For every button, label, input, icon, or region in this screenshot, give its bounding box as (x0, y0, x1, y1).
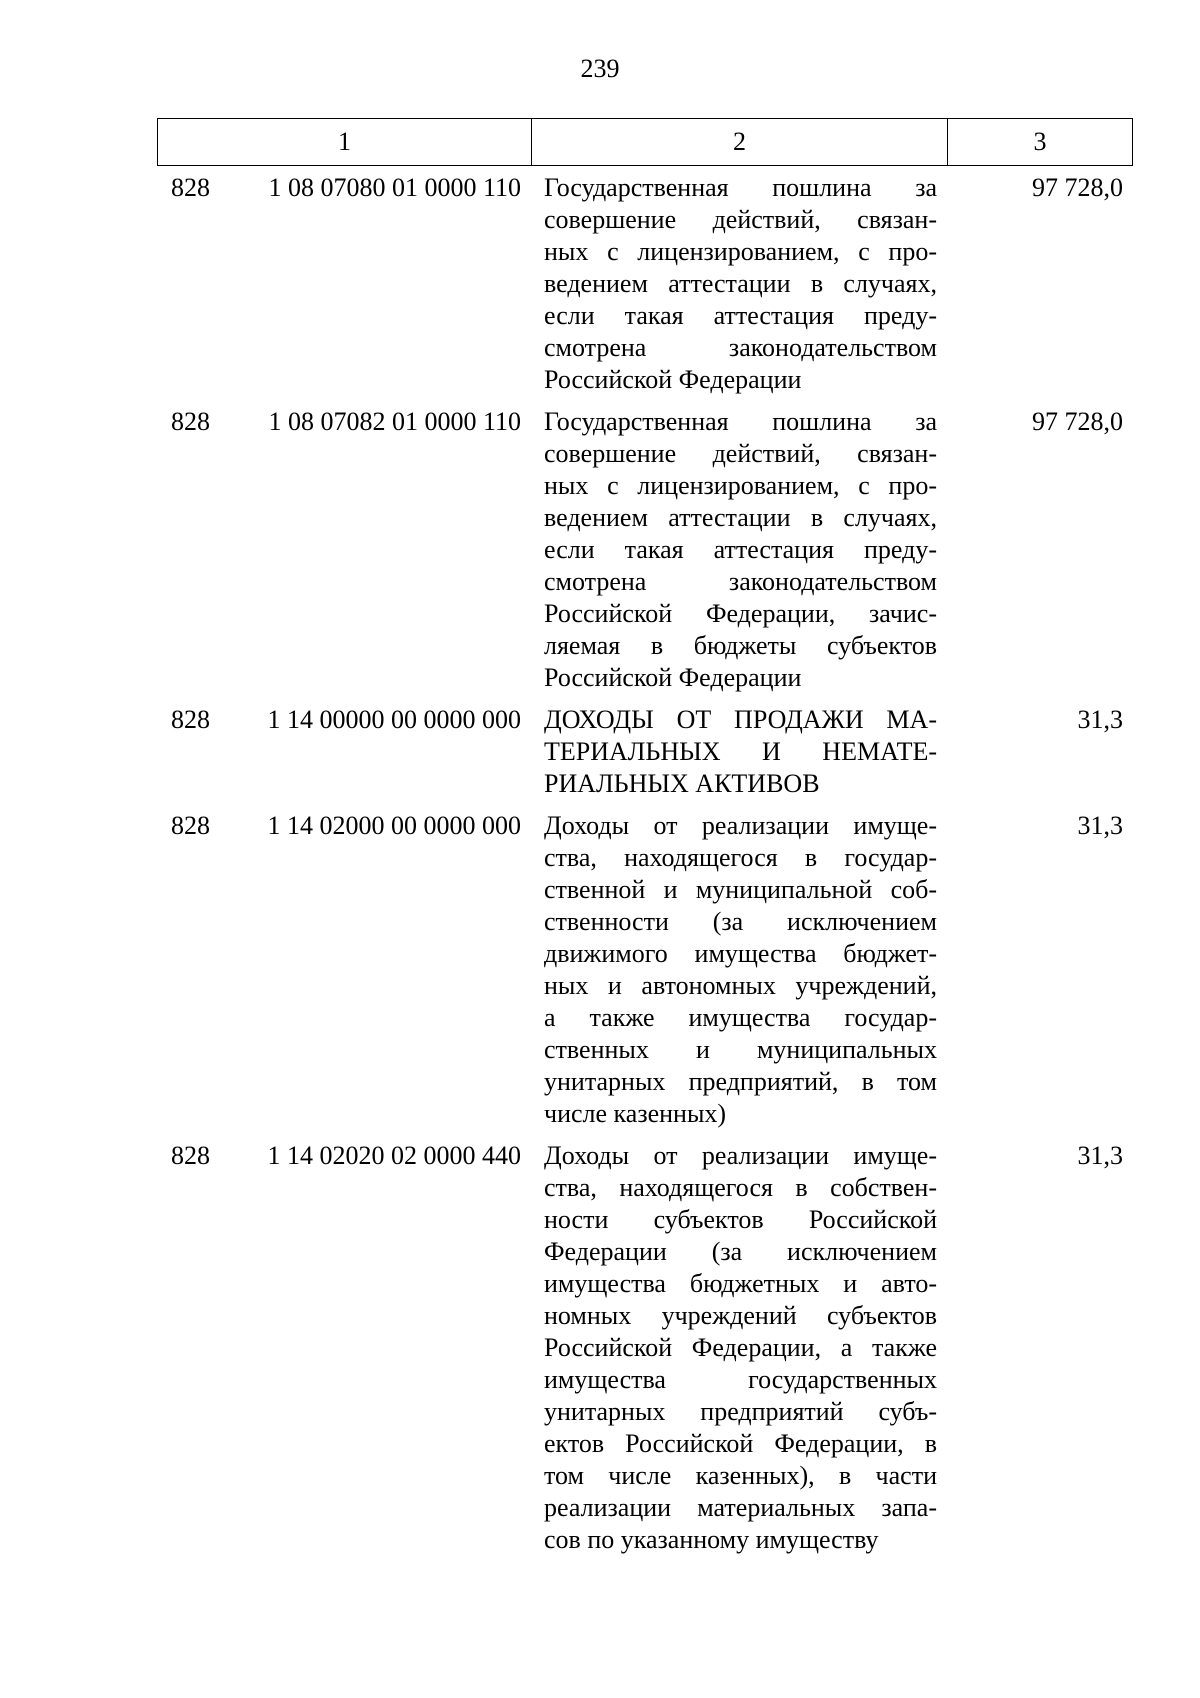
income-name-line: унитарных предприятий, в том (544, 1067, 937, 1096)
income-name-line: ных с лицензированием, с про- (544, 471, 937, 500)
table-row (157, 704, 1133, 800)
income-name-line: имущества бюджетных и авто- (544, 1269, 937, 1298)
income-name-line: ства, находящегося в государ- (544, 843, 937, 872)
income-name-line: ных с лицензированием, с про- (544, 237, 937, 266)
income-name (531, 1140, 947, 1556)
table-header (157, 118, 1133, 166)
income-name-line: совершение действий, связан- (544, 439, 937, 468)
income-name-line: совершение действий, связан- (544, 205, 937, 234)
budget-classification-code: 1 14 02020 02 0000 440 (267, 1141, 521, 1170)
admin-code: 828 (171, 407, 210, 436)
income-name-line: номных учреждений субъектов (544, 1301, 937, 1330)
table-row (157, 810, 1133, 1130)
income-name-line: ственной и муниципальной соб- (544, 875, 937, 904)
income-name-line: Российской Федерации (544, 365, 802, 394)
income-name-line: ТЕРИАЛЬНЫХ И НЕМАТЕ- (544, 737, 937, 766)
income-name-line: движимого имущества бюджет- (544, 939, 937, 968)
table-row (157, 406, 1133, 694)
header-col-3: 3 (1033, 127, 1047, 156)
income-name-line: ности субъектов Российской (544, 1205, 937, 1234)
income-name-line: том числе казенных), в части (544, 1461, 937, 1490)
income-name (531, 704, 947, 800)
income-name-line: РИАЛЬНЫХ АКТИВОВ (544, 769, 820, 798)
income-name-line: смотрена законодательством (544, 567, 937, 596)
table-body (157, 172, 1133, 1566)
budget-classification-code: 1 08 07082 01 0000 110 (268, 407, 521, 436)
income-name (531, 172, 947, 396)
income-name-line: Российской Федерации (544, 663, 802, 692)
income-name-line: если такая аттестация преду- (544, 301, 937, 330)
income-name-line: а также имущества государ- (544, 1003, 937, 1032)
amount: 97 728,0 (1032, 173, 1123, 202)
income-name-line: Федерации (за исключением (544, 1237, 937, 1266)
income-name-line: Российской Федерации, зачис- (544, 599, 937, 628)
income-name-line: ектов Российской Федерации, в (544, 1429, 937, 1458)
budget-classification-code: 1 14 00000 00 0000 000 (267, 705, 521, 734)
income-name-line: ведением аттестации в случаях, (544, 503, 937, 532)
income-name-line: имущества государственных (544, 1365, 937, 1394)
admin-code: 828 (171, 173, 210, 202)
income-name-line: Государственная пошлина за (544, 173, 937, 202)
income-name-line: если такая аттестация преду- (544, 535, 937, 564)
income-name-line: ственности (за исключением (544, 907, 937, 936)
income-name-line: ведением аттестации в случаях, (544, 269, 937, 298)
income-name-line: сов по указанному имуществу (544, 1525, 879, 1554)
income-name (531, 810, 947, 1130)
income-name-line: Государственная пошлина за (544, 407, 937, 436)
income-name (531, 406, 947, 694)
budget-classification-code: 1 14 02000 00 0000 000 (267, 811, 521, 840)
income-name-line: ственных и муниципальных (544, 1035, 937, 1064)
income-name-line: ДОХОДЫ ОТ ПРОДАЖИ МА- (544, 705, 937, 734)
admin-code: 828 (171, 811, 210, 840)
table-row (157, 172, 1133, 396)
income-name-line: смотрена законодательством (544, 333, 937, 362)
income-name-line: ных и автономных учреждений, (544, 971, 937, 1000)
income-name-line: унитарных предприятий субъ- (544, 1397, 937, 1426)
amount: 31,3 (1077, 811, 1123, 840)
amount: 31,3 (1077, 705, 1123, 734)
budget-classification-code: 1 08 07080 01 0000 110 (268, 173, 521, 202)
income-name-line: реализации материальных запа- (544, 1493, 937, 1522)
table-row (157, 1140, 1133, 1556)
income-name-line: ства, находящегося в собствен- (544, 1173, 937, 1202)
income-name-line: Российской Федерации, а также (544, 1333, 937, 1362)
admin-code: 828 (171, 705, 210, 734)
income-name-line: ляемая в бюджеты субъектов (544, 631, 937, 660)
income-name-line: Доходы от реализации имуще- (544, 1141, 937, 1170)
income-name-line: числе казенных) (544, 1099, 727, 1128)
header-col-1: 1 (158, 119, 532, 165)
page-number: 239 (580, 54, 620, 83)
amount: 97 728,0 (1032, 407, 1123, 436)
amount: 31,3 (1077, 1141, 1123, 1170)
header-col-2: 2 (532, 119, 948, 165)
income-name-line: Доходы от реализации имуще- (544, 811, 937, 840)
admin-code: 828 (171, 1141, 210, 1170)
